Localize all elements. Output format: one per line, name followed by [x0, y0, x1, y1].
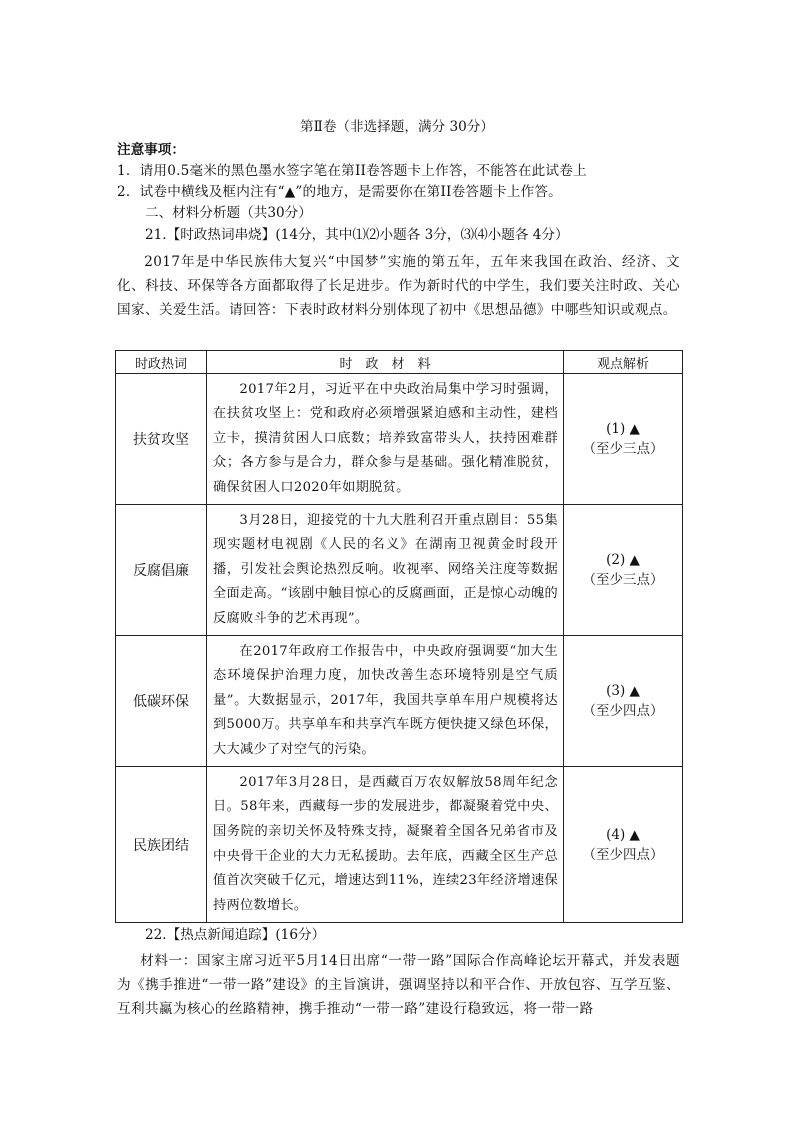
material-cell: 2017年3月28日，是西藏百万农奴解放58周年纪念日。58年来，西藏每一步的发展进步，都凝聚着党中央、国务院的亲切关怀及特殊支持，凝聚着全国各兄弟省市及中央骨干企业的大力无私援助。去年底，西藏全区生产总值首次突破千亿元，增速达到11%，连续23年经济增速保持两位数增长。 — [207, 767, 564, 923]
part-heading: 二、材料分析题（共30分） — [145, 205, 312, 221]
q21-intro: 2017年是中华民族伟大复兴“中国梦”实施的第五年，五年来我国在政治、经济、文化、科技、环保等各方面都取得了长足进步。作为新时代的中学生，我们要关注时政、关心国家、关爱生活。请回答：下表时政材料分别体现了初中《思想品德》中哪些知识或观点。 — [117, 254, 680, 318]
answer-blank: (1) ▲ — [606, 421, 640, 437]
table-row — [116, 374, 683, 505]
table-row — [116, 505, 683, 636]
topic-cell: 反腐倡廉 — [116, 505, 207, 636]
header-material: 时 政 材 料 — [207, 351, 564, 374]
material-cell: 3月28日，迎接党的十九大胜利召开重点剧目：55集现实题材电视剧《人民的名义》在湖南卫视黄金时段开播，引发社会舆论热烈反响。收视率、网络关注度等数据全面走高。“该剧中触目惊心的反腐画面，正是惊心动魄的反腐败斗争的艺术再现”。 — [207, 505, 564, 636]
hot-topics-table — [115, 350, 683, 923]
answer-blank: (4) ▲ — [606, 826, 640, 843]
header-topic: 时政热词 — [116, 351, 207, 374]
q22-heading: 22.【热点新闻追踪】(16分） — [145, 927, 326, 943]
table-row — [116, 636, 683, 767]
material-cell: 在2017年政府工作报告中，中央政府强调要“加大生态环境保护治理力度，加快改善生态环境特别是空气质量”。大数据显示，2017年，我国共享单车用户规模将达到5000万。共享单车和共享汽车既方便快捷又绿色环保，大大减少了对空气的污染。 — [207, 636, 564, 767]
answer-hint: （至少四点） — [582, 703, 664, 719]
answer-blank: (2) ▲ — [606, 552, 640, 568]
answer-hint: （至少四点） — [582, 846, 664, 863]
material-cell: 2017年2月，习近平在中央政治局集中学习时强调，在扶贫攻坚上：党和政府必须增强紧迫感和主动性，建档立卡，摸清贫困人口底数；培养致富带头人，扶持困难群众；各方参与是合力，群众参与是基础。强化精准脱贫，确保贫困人口2020年如期脱贫。 — [207, 374, 564, 505]
topic-cell: 低碳环保 — [116, 636, 207, 767]
answer-hint: （至少三点） — [582, 572, 664, 588]
answer-cell — [564, 505, 683, 636]
answer-cell — [564, 636, 683, 767]
section-title: 第Ⅱ卷（非选择题，满分 30分） — [300, 119, 494, 135]
table-row — [116, 767, 683, 923]
answer-hint: （至少三点） — [582, 441, 664, 457]
header-analysis: 观点解析 — [564, 351, 683, 374]
note-item-2: 2．试卷中横线及框内注有“▲”的地方，是需要你在第II卷答题卡上作答。 — [117, 184, 562, 200]
topic-cell: 民族团结 — [116, 767, 207, 923]
q21-heading: 21.【时政热词串烧】(14分，其中⑴⑵小题各 3分，⑶⑷小题各 4分） — [145, 227, 569, 243]
notes-heading: 注意事项： — [117, 142, 185, 158]
table-header-row — [116, 351, 683, 374]
answer-cell — [564, 374, 683, 505]
answer-blank: (3) ▲ — [606, 683, 640, 699]
answer-cell — [564, 767, 683, 923]
topic-cell: 扶贫攻坚 — [116, 374, 207, 505]
q22-material-1: 材料一：国家主席习近平5月14日出席“一带一路”国际合作高峰论坛开幕式，并发表题为《携手推进“一带一路”建设》的主旨演讲，强调坚持以和平合作、开放包容、互学互鉴、互利共赢为核心的丝路精神，携手推动“一带一路”建设行稳致远，将一带一路 — [117, 953, 680, 1017]
note-item-1: 1．请用0.5毫米的黑色墨水签字笔在第II卷答题卡上作答，不能答在此试卷上 — [117, 163, 587, 179]
